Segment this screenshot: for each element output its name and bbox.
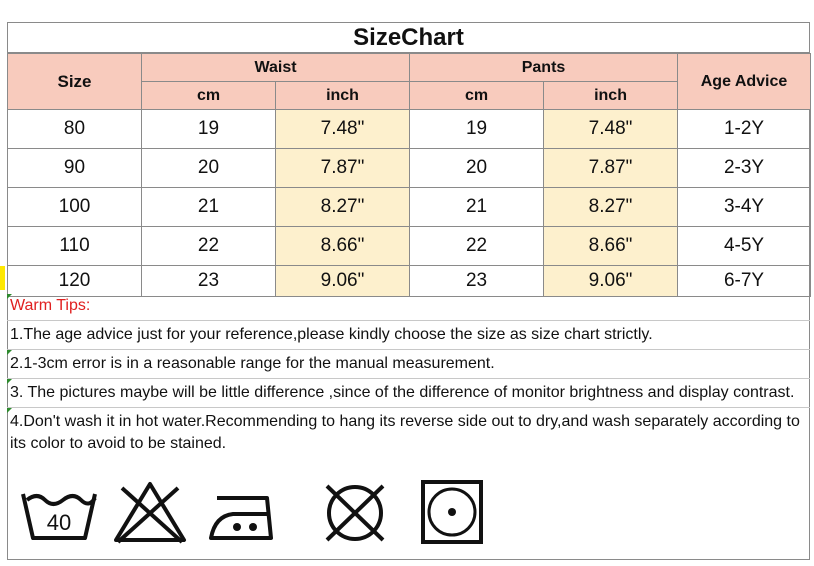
- cell-size: 80: [8, 110, 142, 149]
- cell-size: 110: [8, 227, 142, 266]
- cell-waist-cm: 19: [142, 110, 276, 149]
- header-waist: Waist: [142, 54, 410, 82]
- cell-waist-inch: 7.87": [276, 149, 410, 188]
- cell-pants-cm: 21: [410, 188, 544, 227]
- cell-pants-inch: 8.66": [544, 227, 678, 266]
- header-size: Size: [8, 54, 142, 110]
- cell-pants-inch: 7.87": [544, 149, 678, 188]
- cell-waist-cm: 23: [142, 266, 276, 297]
- cell-pants-cm: 20: [410, 149, 544, 188]
- green-corner-mark: [7, 379, 12, 384]
- header-waist-cm: cm: [142, 82, 276, 110]
- table-row: [8, 110, 811, 149]
- header-pants: Pants: [410, 54, 678, 82]
- table-row: [8, 188, 811, 227]
- tip-item: 2.1-3cm error is in a reasonable range for the manual measurement.: [7, 349, 810, 378]
- cell-waist-inch: 8.27": [276, 188, 410, 227]
- yellow-marker: [0, 266, 5, 290]
- wash-temperature: 40: [46, 510, 72, 535]
- cell-size: 120: [8, 266, 142, 297]
- green-corner-mark: [7, 350, 12, 355]
- cell-waist-inch: 9.06": [276, 266, 410, 297]
- cell-waist-inch: 8.66": [276, 227, 410, 266]
- cell-waist-cm: 20: [142, 149, 276, 188]
- table-row: [8, 149, 811, 188]
- green-corner-mark: [7, 294, 12, 299]
- cell-waist-cm: 21: [142, 188, 276, 227]
- header-pants-cm: cm: [410, 82, 544, 110]
- cell-pants-cm: 22: [410, 227, 544, 266]
- cell-size: 100: [8, 188, 142, 227]
- tip-item: 3. The pictures maybe will be little difference ,since of the difference of monitor brightness and display contrast.: [7, 378, 810, 407]
- tip-item: 4.Don't wash it in hot water.Recommending to hang its reverse side out to dry,and wash separately according to its color to avoid to be stained.: [7, 407, 810, 458]
- cell-age: 4-5Y: [678, 227, 811, 266]
- warm-tips-heading: Warm Tips:: [7, 294, 810, 320]
- cell-age: 6-7Y: [678, 266, 811, 297]
- warm-tips: [7, 294, 810, 458]
- tip-item: 1.The age advice just for your reference,please kindly choose the size as size chart strictly.: [7, 320, 810, 349]
- care-icons: [7, 468, 810, 560]
- cell-waist-cm: 22: [142, 227, 276, 266]
- cell-pants-cm: 23: [410, 266, 544, 297]
- chart-title: SizeChart: [7, 22, 810, 53]
- cell-pants-cm: 19: [410, 110, 544, 149]
- tumble-dry-icon: [411, 480, 491, 544]
- cell-waist-inch: 7.48": [276, 110, 410, 149]
- wash-40-icon: [19, 480, 99, 544]
- cell-pants-inch: 8.27": [544, 188, 678, 227]
- cell-size: 90: [8, 149, 142, 188]
- green-corner-mark: [7, 408, 12, 413]
- size-table: [7, 53, 811, 297]
- header-pants-inch: inch: [544, 82, 678, 110]
- cell-age: 2-3Y: [678, 149, 811, 188]
- iron-medium-icon: [207, 480, 287, 544]
- cell-pants-inch: 9.06": [544, 266, 678, 297]
- header-waist-inch: inch: [276, 82, 410, 110]
- header-age-advice: Age Advice: [678, 54, 811, 110]
- cell-pants-inch: 7.48": [544, 110, 678, 149]
- table-row: [8, 266, 811, 297]
- cell-age: 1-2Y: [678, 110, 811, 149]
- no-bleach-icon: [110, 480, 190, 544]
- table-row: [8, 227, 811, 266]
- no-tumble-dry-icon: [315, 480, 395, 544]
- cell-age: 3-4Y: [678, 188, 811, 227]
